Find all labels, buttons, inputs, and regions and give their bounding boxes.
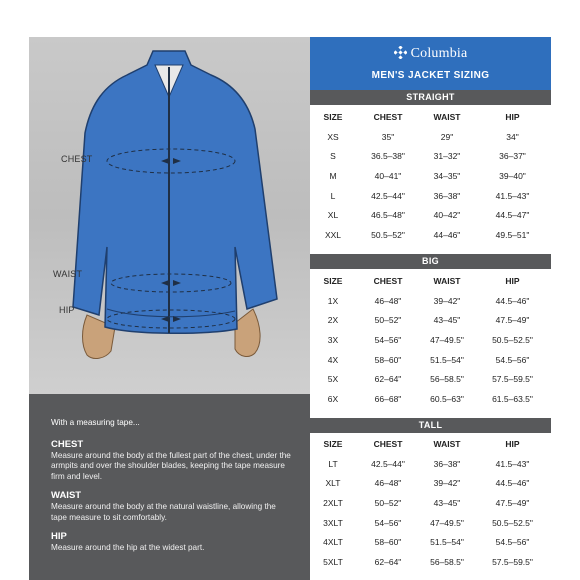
header-waist: WAIST (433, 439, 461, 449)
table-row (310, 454, 551, 474)
cell: 5XLT (323, 556, 343, 567)
instruction-title: HIP (51, 531, 67, 542)
cell: 62–64" (374, 556, 402, 567)
cell: XLT (325, 478, 341, 489)
cell: 3XLT (323, 517, 343, 528)
cell: 47–49.5" (430, 517, 464, 528)
cell: 36–37" (499, 151, 526, 162)
cell: L (330, 190, 336, 201)
cell: 4X (327, 354, 339, 365)
cell: 57.5–59.5" (492, 556, 533, 567)
table-row (310, 147, 551, 167)
table-row (310, 369, 551, 389)
cell: M (329, 170, 337, 181)
sizing-panel (310, 37, 551, 580)
cell: 42.5–44" (371, 190, 405, 201)
table-header-row (310, 271, 551, 291)
header-size: SIZE (323, 112, 343, 122)
table-row (310, 474, 551, 494)
header-chest: CHEST (373, 112, 403, 122)
table-row (310, 532, 551, 552)
cell: 35" (381, 131, 395, 142)
section-bar-tall: TALL (310, 418, 551, 433)
cell: 41.5–43" (495, 458, 530, 469)
table-row (310, 291, 551, 311)
cell: 46–48" (374, 478, 402, 489)
cell: 47.5–49" (495, 315, 530, 326)
brand-name: Columbia (410, 46, 468, 61)
table-row (310, 350, 551, 370)
cell: 5X (327, 374, 339, 385)
header-hip: HIP (505, 112, 520, 122)
header-size: SIZE (323, 276, 343, 286)
brand-header (310, 37, 551, 90)
table-row (310, 493, 551, 513)
cell: 56–58.5" (430, 556, 464, 567)
section-bar-straight: STRAIGHT (310, 90, 551, 105)
header-waist: WAIST (433, 112, 461, 122)
cell: 54.5–56" (495, 537, 530, 548)
cell: 56–58.5" (430, 374, 464, 385)
cell: 44.5–46" (495, 295, 530, 306)
table-straight (310, 107, 551, 245)
instruction-title: WAIST (51, 490, 82, 501)
cell: 4XLT (323, 537, 343, 548)
table-row (310, 330, 551, 350)
cell: 50.5–52.5" (492, 334, 533, 345)
cell: 54.5–56" (495, 354, 530, 365)
cell: 42.5–44" (371, 458, 405, 469)
table-row (310, 311, 551, 331)
cell: XL (327, 210, 339, 221)
cell: 54–56" (374, 517, 402, 528)
cell: 57.5–59.5" (492, 374, 533, 385)
hip-label: HIP (59, 305, 75, 315)
cell: 39–42" (433, 295, 461, 306)
cell: 43–45" (433, 497, 461, 508)
chart-title: MEN'S JACKET SIZING (371, 70, 490, 81)
cell: 36.5–38" (371, 151, 405, 162)
cell: 50–52" (374, 315, 402, 326)
cell: 49.5–51" (495, 229, 530, 240)
cell: XXL (324, 229, 342, 240)
table-header-row (310, 107, 551, 127)
cell: 44.5–47" (495, 210, 530, 221)
cell: 1X (327, 295, 339, 306)
table-row (310, 225, 551, 245)
cell: 60.5–63" (430, 393, 464, 404)
measuring-instructions (29, 394, 310, 580)
cell: 43–45" (433, 315, 461, 326)
cell: 51.5–54" (430, 354, 464, 365)
header-hip: HIP (505, 439, 520, 449)
cell: 39–42" (433, 478, 461, 489)
cell: 46–48" (374, 295, 402, 306)
header-hip: HIP (505, 276, 520, 286)
header-size: SIZE (323, 439, 343, 449)
cell: 50.5–52" (371, 229, 405, 240)
instruction-desc: Measure around the hip at the widest part. (51, 543, 205, 552)
cell: 40–41" (374, 170, 402, 181)
chest-label: CHEST (61, 154, 93, 164)
cell: S (330, 151, 336, 162)
columbia-logo-icon (394, 46, 407, 64)
instructions-intro: With a measuring tape... (51, 418, 140, 427)
instruction-desc: Measure around the body at the fullest part of the chest, under the armpits and over the shoulder blades, keeping the tape measure firm and level. (51, 450, 291, 481)
cell: 36–38" (433, 458, 461, 469)
cell: 51.5–54" (430, 537, 464, 548)
cell: 50–52" (374, 497, 402, 508)
table-row (310, 513, 551, 533)
cell: 41.5–43" (495, 190, 530, 201)
cell: LT (328, 458, 338, 469)
cell: 50.5–52.5" (492, 517, 533, 528)
cell: 6X (327, 393, 339, 404)
cell: 31–32" (433, 151, 461, 162)
cell: 58–60" (374, 537, 402, 548)
table-row (310, 166, 551, 186)
cell: 58–60" (374, 354, 402, 365)
cell: 47–49.5" (430, 334, 464, 345)
cell: 66–68" (374, 393, 402, 404)
cell: XS (327, 131, 339, 142)
instruction-chest (51, 439, 292, 483)
jacket-figure (29, 37, 310, 394)
header-waist: WAIST (433, 276, 461, 286)
cell: 39–40" (499, 170, 526, 181)
instruction-hip (51, 531, 292, 554)
table-row (310, 186, 551, 206)
cell: 34–35" (433, 170, 461, 181)
instruction-waist (51, 490, 292, 523)
table-header-row (310, 434, 551, 454)
cell: 29" (440, 131, 454, 142)
section-bar-big: BIG (310, 254, 551, 269)
table-row (310, 205, 551, 225)
cell: 3X (327, 334, 339, 345)
cell: 62–64" (374, 374, 402, 385)
jacket-illustration (29, 37, 310, 394)
table-row (310, 389, 551, 409)
cell: 2X (327, 315, 339, 326)
cell: 61.5–63.5" (492, 393, 533, 404)
table-big (310, 271, 551, 409)
cell: 54–56" (374, 334, 402, 345)
header-chest: CHEST (373, 276, 403, 286)
cell: 36–38" (433, 190, 461, 201)
cell: 2XLT (323, 497, 343, 508)
cell: 46.5–48" (371, 210, 405, 221)
cell: 44–46" (433, 229, 461, 240)
cell: 34" (506, 131, 519, 142)
instruction-title: CHEST (51, 438, 84, 450)
header-chest: CHEST (373, 439, 403, 449)
waist-label: WAIST (53, 269, 83, 279)
cell: 47.5–49" (495, 497, 530, 508)
table-tall (310, 434, 551, 572)
table-row (310, 127, 551, 147)
instruction-desc: Measure around the body at the natural waistline, allowing the tape measure to sit comfortably. (51, 502, 276, 522)
table-row (310, 552, 551, 572)
cell: 44.5–46" (495, 478, 530, 489)
cell: 40–42" (433, 210, 461, 221)
